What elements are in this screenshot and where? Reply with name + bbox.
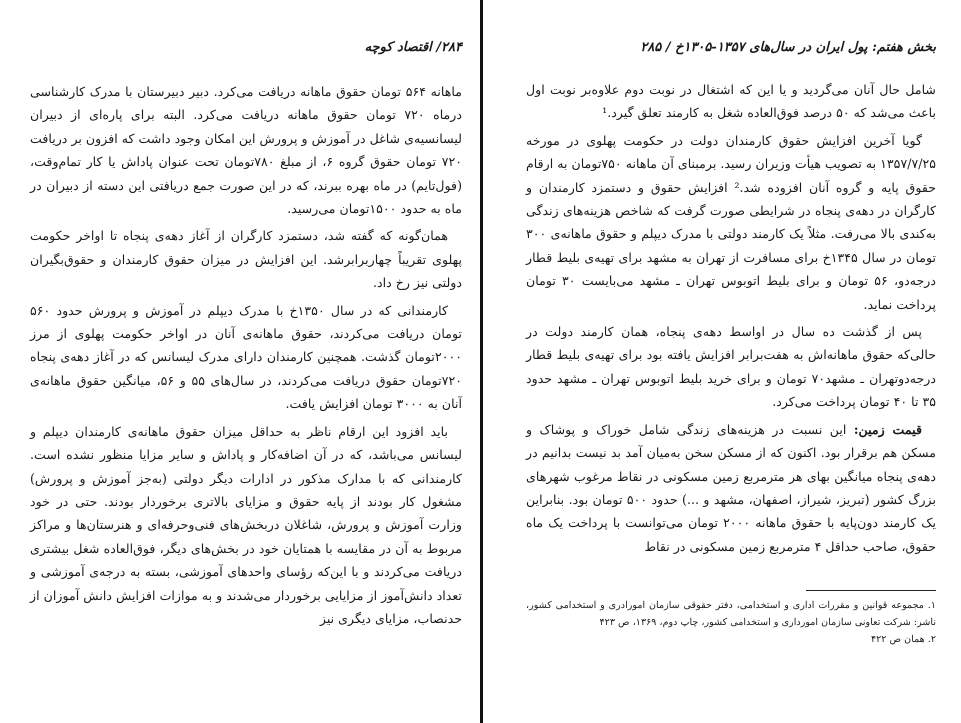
left-running-head-text: ۲۸۴/ اقتصاد کوچه (364, 40, 462, 55)
right-running-head (526, 40, 936, 62)
right-page (526, 0, 936, 723)
left-running-head (30, 40, 462, 62)
right-body-text (526, 78, 936, 562)
right-paragraph-3: پس از گذشت ده سال در اواسط دهه‌ی پنجاه، همان کارمند دولت در حالی‌که حقوق ماهانه‌اش به هفت‌برابر افزایش یافته بود برای تهیه‌ی بلیط قطار درجه‌دوتهران ـ مشهد۷۰ تومان و برای خرید بلیط اتوبوس تهران ـ مشهد حدود ۳۵ تا ۴۰ تومان پرداخت می‌کرد. (526, 324, 936, 410)
left-paragraph-2: همان‌گونه که گفته شد، دستمزد کارگران از آغاز دهه‌ی پنجاه تا اواخر حکومت پهلوی تقریباً چهاربرابرشد. این افزایش در میزان حقوق کارمندان و حقوق‌بگیران دولتی نیز رخ داد. (30, 228, 462, 291)
left-body-text (30, 80, 462, 634)
footnote-1: ۱. مجموعه قوانین و مقررات اداری و استخدامی، دفتر حقوقی سازمان امورادری و استخدامی کشور، ناشر: شرکت تعاونی سازمان امورداری و استخدامی کشور، چاپ دوم، ۱۳۶۹، ص ۴۲۳ (526, 600, 936, 628)
left-paragraph-3: کارمندانی که در سال ۱۳۵۰خ با مدرک دیپلم در آموزش و پرورش حدود ۵۶۰ تومان دریافت می‌کردند، حقوق ماهانه‌ی آنان در اواخر حکومت پهلوی از مرز ۲۰۰۰تومان گذشت. همچنین کارمندان دارای مدرک لیسانس که در آغاز دهه‌ی پنجاه ۷۲۰تومان حقوق دریافت می‌کردند، در سال‌های ۵۵ و ۵۶، میانگین حقوق ماهانه‌ی آنان به ۳۰۰۰ تومان افزایش یافت. (30, 302, 462, 412)
footnote-rule (806, 590, 936, 591)
footnote-2: ۲. همان ص ۴۲۲ (871, 634, 936, 645)
left-paragraph-4: باید افزود این ارقام ناظر به حداقل میزان حقوق ماهانه‌ی کارمندان دیپلم و لیسانس می‌باشد، که در آن اضافه‌کار و پاداش و سایر مزایا منظور نشده است. کارمندانی که با مدارک مذکور در ادارات دیگر دولتی (به‌جز آموزش و پرورش) مشغول کار بودند از پایه حقوق و مزایای بالاتری برخوردار بودند. حتی در خود وزارت آموزش و پرورش، شاغلان دربخش‌های فنی‌وحرفه‌ای و هنرستان‌ها و مراکز مربوط به آن در مقایسه با همتایان خود در بخش‌های دیگر، فوق‌العاده شغل بیشتری دریافت می‌کردند و با این‌که رؤسای واحدهای آموزشی، بسته به درجه‌ی آموزشی و تعداد دانش‌آموز از مزایایی برخوردار می‌شدند و به موازات افزایش دانش آموزان از حدنصاب، مزایای دیگری نیز (30, 423, 462, 626)
right-paragraph-1: شامل حال آنان می‌گردید و یا این که اشتغال در نوبت دوم علاوه‌بر نوبت اول باعث می‌شد که ۵۰ درصد فوق‌العاده شغل به کارمند تعلق گیرد.¹ (526, 82, 936, 121)
right-paragraph-2: گویا آخرین افزایش حقوق کارمندان دولت در حکومت پهلوی در مورخه ۱۳۵۷/۷/۲۵ به تصویب هیأت وزیران رسید. برمبنای آن ماهانه ۷۵۰تومان به ارقام حقوق پایه و گروه آنان افزوده شد.² افزایش حقوق و دستمزد کارمندان و کارگران در دهه‌ی پنجاه در شرایطی صورت گرفت که شاخص هزینه‌های زندگی به‌کندی بالا می‌رفت. مثلاً یک کارمند دولتی با مدرک دیپلم و حقوق ماهانه‌ی ۳۰۰ تومان در سال ۱۳۴۵خ برای مسافرت از تهران به مشهد برای تهیه‌ی بلیط قطار درجه‌دو، ۵۶ تومان و برای بلیط اتوبوس تهران ـ مشهد می‌بایست ۳۰ تومان پرداخت نماید. (526, 132, 936, 312)
footnotes (526, 590, 936, 648)
right-running-head-text: بخش هفتم: پول ایران در سال‌های ۱۳۵۷-۱۳۰۵خ / ۲۸۵ (640, 40, 936, 55)
left-paragraph-1: ماهانه ۵۶۴ تومان حقوق ماهانه دریافت می‌کرد. دبیر دبیرستان با مدرک کارشناسی درماه ۷۲۰ تومان حقوق ماهانه دریافت می‌کرد. البته برای پاره‌ای از دبیران لیسانسیه‌ی شاغل در آموزش و پرورش این امکان وجود داشت که افزون بر دریافت ۷۲۰ تومان حقوق گروه ۶، از مبلغ ۷۸۰تومان تحت عنوان پاداش یا کار تمام‌وقت، (فول‌تایم) در ماه بهره ببرند، که در این صورت جمع دریافتی این دسته از دبیران در ماه به حدود ۱۵۰۰تومان می‌رسید. (30, 84, 462, 217)
land-price-lead: قیمت زمین: (853, 421, 922, 437)
page-gutter-divider (480, 0, 483, 723)
right-paragraph-4-text: این نسبت در هزینه‌های زندگی شامل خوراک و پوشاک و مسکن هم برقرار بود. اکنون که از مسکن سخن به‌میان آمد بد نیست بدانیم در دهه‌ی پنجاه میانگین بهای هر مترمربع زمین مسکونی در نقاط مرغوب شهرهای بزرگ کشور (تبریز، شیراز، اصفهان، مشهد و ...) حدود ۵۰۰ تومان بود. بنابراین یک کارمند دون‌پایه با حقوق ماهانه ۲۰۰۰ تومان می‌توانست با پرداخت یک ماه حقوق، صاحب حداقل ۴ مترمربع زمین مسکونی در نقاط (526, 421, 937, 554)
left-page (30, 0, 462, 723)
right-paragraph-4 (526, 418, 936, 558)
